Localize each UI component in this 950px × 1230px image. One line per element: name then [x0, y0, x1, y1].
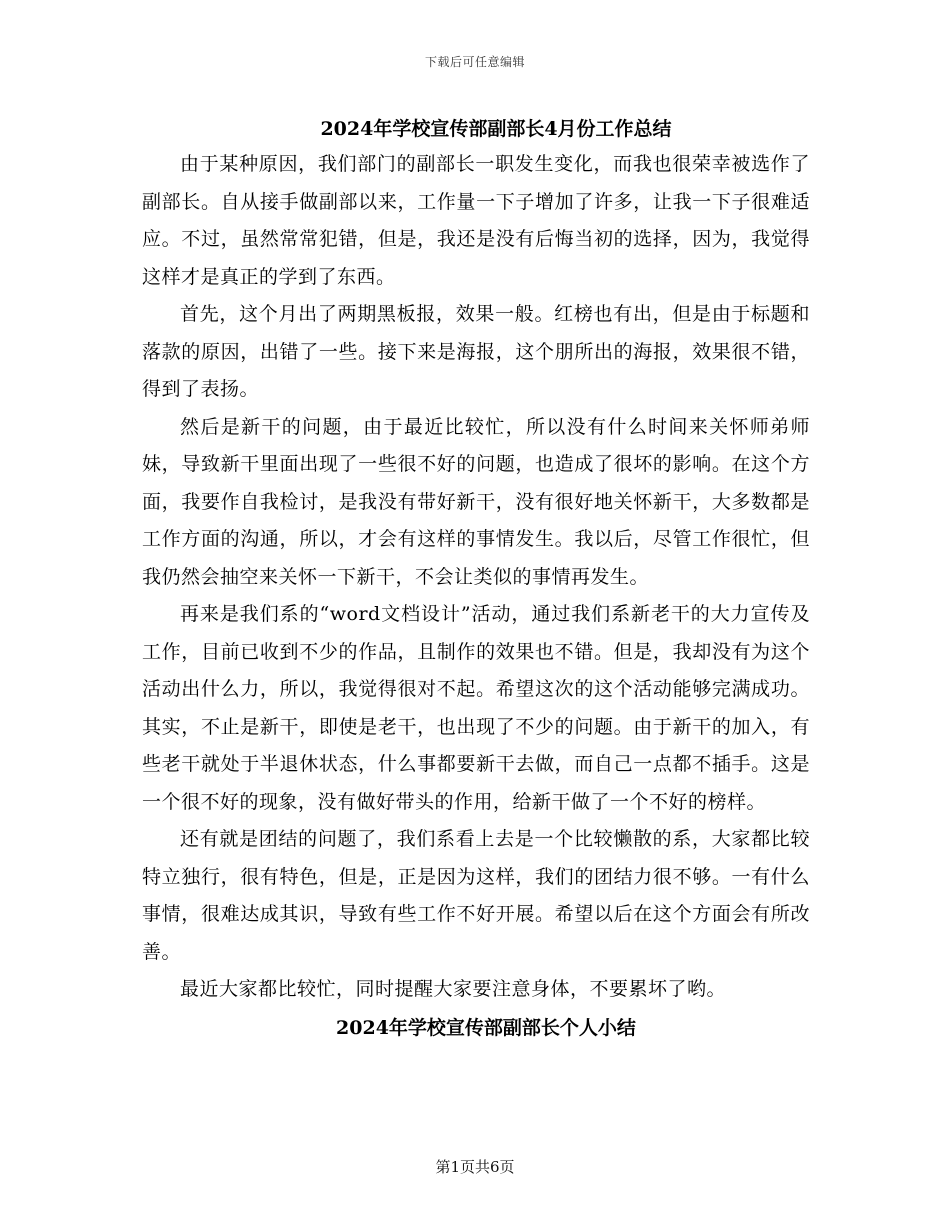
document-title: 2024年学校宣传部副部长4月份工作总结	[320, 118, 672, 140]
paragraph-3: 然后是新干的问题，由于最近比较忙，所以没有什么时间来关怀师弟师妹，导致新干里面出现了一些很不好的问题，也造成了很坏的影响。在这个方面，我要作自我检讨，是我没有带好新干，没有很好地关怀新干，大多数都是工作方面的沟通，所以，才会有这样的事情发生。我以后，尽管工作很忙，但我仍然会抽空来关怀一下新干，不会让类似的事情再发生。	[142, 415, 810, 588]
paragraph-4: 再来是我们系的“word文档设计”活动，通过我们系新老干的大力宣传及工作，目前已收到不少的作品，且制作的效果也不错。但是，我却没有为这个活动出什么力，所以，我觉得很对不起。希望这次的这个活动能够完满成功。其实，不止是新干，即使是老干，也出现了不少的问题。由于新干的加入，有些老干就处于半退休状态，什么事都要新干去做，而自己一点都不插手。这是一个很不好的现象，没有做好带头的作用，给新干做了一个不好的榜样。	[142, 603, 810, 813]
paragraph-6: 最近大家都比较忙，同时提醒大家要注意身体，不要累坏了哟。	[180, 978, 727, 1000]
document-body	[142, 112, 810, 1046]
page-number: 第1页共6页	[435, 1158, 515, 1176]
next-section-title: 2024年学校宣传部副部长个人小结	[336, 1016, 636, 1039]
page-header-note: 下载后可任意编辑	[424, 55, 525, 69]
paragraph-2: 首先，这个月出了两期黑板报，效果一般。红榜也有出，但是由于标题和落款的原因，出错了一些。接下来是海报，这个朋所出的海报，效果很不错，得到了表扬。	[142, 303, 810, 400]
paragraph-5: 还有就是团结的问题了，我们系看上去是一个比较懒散的系，大家都比较特立独行，很有特色，但是，正是因为这样，我们的团结力很不够。一有什么事情，很难达成其识，导致有些工作不好开展。希望以后在这个方面会有所改善。	[142, 828, 810, 963]
paragraph-1: 由于某种原因，我们部门的副部长一职发生变化，而我也很荣幸被选作了副部长。自从接手做副部以来，工作量一下子增加了许多，让我一下子很难适应。不过，虽然常常犯错，但是，我还是没有后悔当初的选择，因为，我觉得这样才是真正的学到了东西。	[142, 153, 810, 288]
